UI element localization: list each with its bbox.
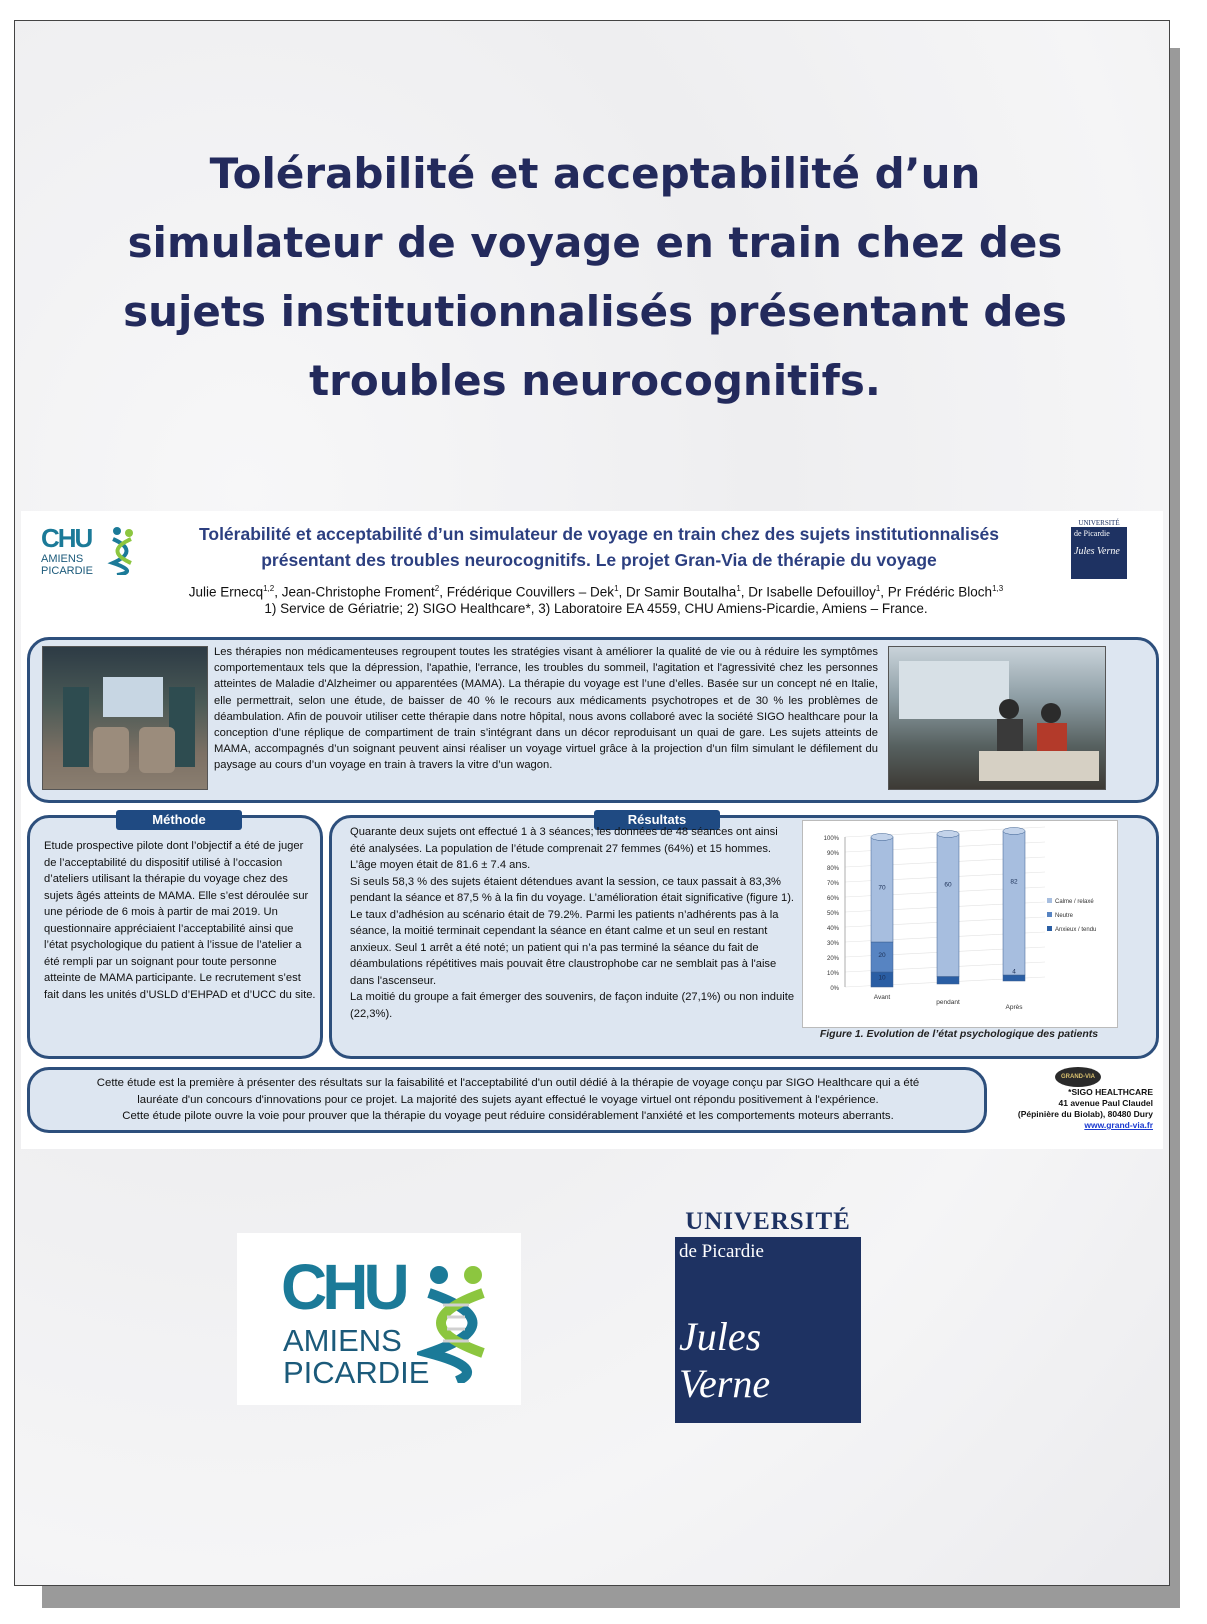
data-label: 70 [878, 884, 886, 892]
y-tick-label: 20% [826, 956, 839, 962]
bar-segment [1003, 975, 1025, 981]
bar-top [937, 831, 959, 838]
resultats-paragraph-3: Le taux d’adhésion au scénario était de 79.2%. Parmi les patients n’adhérents pas à la séance, la moitié terminait cependant la séance en étant calme et un seul en restant anxieux. Seul 1 arrêt a été noté; un patient qui n’a pas terminé la séance du fait de déambulations répétitives mais pouvait être claustrophobe car ne semblait pas à l'aise dans l'ascenseur. [350, 908, 779, 987]
y-tick-label: 50% [826, 911, 839, 917]
poster-title-line2: présentant des troubles neurocognitifs. Le projet Gran-Via de thérapie du voyage [261, 550, 937, 570]
main-title: Tolérabilité et acceptabilité d’un simulateur de voyage en train chez des sujets institutionnalisés présentant des troubles neurocognitifs. [123, 149, 1067, 405]
resultats-text [350, 824, 796, 1022]
resultats-paragraph-4: La moitié du groupe a fait émerger des souvenirs, de façon induite (27,1%) ou non induite (22,3%). [350, 991, 795, 1020]
sigo-address: 41 avenue Paul Claudel [1058, 1098, 1153, 1108]
univ-logo-de: de Picardie [1074, 529, 1110, 538]
universite-picardie-logo [675, 1207, 861, 1423]
category-label: pendant [936, 999, 960, 1006]
conclusion-line-1: Cette étude est la première à présenter des résultats sur la faisabilité et l'acceptabilité d'un outil dédié à la thérapie de voyage conçu par SIGO Healthcare qui a été [96, 1077, 920, 1089]
conclusion-text [40, 1075, 976, 1125]
data-label: 20 [878, 952, 886, 959]
legend-label: Neutre [1055, 913, 1074, 919]
psych-state-chart [803, 821, 1117, 1027]
univ-logo-signature: Jules Verne [1074, 546, 1120, 557]
legend-label: Calme / relaxé [1055, 899, 1094, 905]
conclusion-panel [27, 1067, 987, 1133]
methode-panel [27, 812, 323, 1059]
train-compartment-photo [42, 646, 208, 790]
chu-logo-big-letters: CHU [281, 1251, 405, 1323]
chart-box [802, 820, 1118, 1028]
conclusion-line-2: lauréate d'un concours d'innovations pour ce projet. La majorité des sujets ayant effectué le voyage virtuel ont répondu positivement à l'expérience. [137, 1093, 879, 1106]
y-tick-label: 40% [826, 926, 839, 932]
bar-segment [937, 977, 959, 985]
y-tick-label: 100% [823, 836, 839, 842]
y-tick-label: 0% [830, 986, 839, 992]
y-tick-label: 90% [826, 851, 839, 857]
data-label: 10 [878, 974, 886, 982]
chu-logo-big-region: PICARDIE [283, 1355, 430, 1390]
univ-logo-big-signature: Jules Verne [679, 1314, 771, 1406]
bar-segment [937, 834, 959, 977]
univ-logo-big-box [675, 1237, 861, 1423]
legend-swatch [1047, 912, 1052, 917]
authors: Julie Ernecq$^{1,2}$, Jean-Christophe Froment$^2$, Frédérique Couvillers – Dek$^1$, Dr Samir Boutalha$^1$, Dr Isabelle Defouilloy$^1$, Pr Frédéric Bloch$^{1,3}$ [188, 584, 1004, 600]
y-tick-label: 60% [826, 896, 839, 902]
intro-text: Les thérapies non médicamenteuses regroupent toutes les stratégies visant à améliorer la qualité de vie ou à réduire les symptômes comportementaux tels que la dépression, l'apathie, l'errance, les troubles du sommeil, l'agitation et l'agressivité chez les personnes atteintes de Maladie d'Alzheimer ou apparentées (MAMA). La thérapie du voyage est l’une d’elles. Basée sur un concept né en Italie, elle permettrait, selon une étude, de baisser de 40 % le recours aux médicaments psychotropes et de 30 % les problèmes de déambulation. Afin de pouvoir utiliser cette thérapie dans notre hôpital, nous avons collaboré avec la société SIGO healthcare pour la conception d’une réplique de compartiment de train s’intégrant dans un décor reproduisant un quai de gare. Les sujets atteints de MAMA, accompagnés d’un soignant peuvent ainsi réaliser un voyage virtuel grâce à la projection d’un film simulant le défilement du paysage au cours d’un voyage en train à travers la vitre d’un wagon. [214, 646, 878, 772]
category-label: Après [1005, 1004, 1023, 1011]
resultats-paragraph-1: Quarante deux sujets ont effectué 1 à 3 séances; les données de 48 séances ont ainsi été analysées. La population de l’étude comprenait 27 femmes (64%) et 15 hommes. L’âge moyen était de 81.6 ± 7.4 ans. [350, 826, 778, 871]
chu-logo-small [37, 523, 137, 581]
chu-logo-letters: CHU [41, 523, 92, 553]
poster-title-line1: Tolérabilité et acceptabilité d’un simulateur de voyage en train chez des sujets institutionnalisés [198, 524, 1000, 544]
methode-heading: Méthode [116, 810, 242, 830]
dna-helix-icon [107, 525, 137, 575]
resultats-panel [329, 812, 1159, 1059]
y-tick-label: 30% [826, 941, 839, 947]
univ-logo-box [1071, 527, 1127, 579]
grand-via-badge: GRAND-VIA [1055, 1067, 1101, 1087]
bar-segment [1003, 831, 1025, 975]
y-tick-label: 80% [826, 866, 839, 872]
poster-image [21, 511, 1163, 1149]
univ-logo-big-cap: UNIVERSITÉ [685, 1208, 851, 1235]
univ-logo-small [1071, 519, 1127, 581]
legend-swatch [1047, 926, 1052, 931]
affiliations: 1) Service de Gériatrie; 2) SIGO Healthcare*, 3) Laboratoire EA 4559, CHU Amiens-Picardie, Amiens – France. [264, 601, 928, 616]
legend-label: Anxieux / tendu [1055, 927, 1097, 933]
sigo-address-2: (Pépinière du Biolab), 80480 Dury [1017, 1109, 1153, 1119]
figure-caption: Figure 1. Evolution de l’état psychologique des patients [819, 1028, 1099, 1040]
univ-logo-big-de: de Picardie [679, 1241, 764, 1262]
legend-swatch [1047, 898, 1052, 903]
data-label: 60 [944, 881, 952, 889]
resultats-paragraph-2: Si seuls 58,3 % des sujets étaient détendues avant la session, ce taux passait à 83,3% pendant la séance et 87,5 % à la fin du voyage. L’amélioration était significative (figure 1). [350, 875, 795, 904]
bar-top [1003, 828, 1025, 835]
data-label: 4 [1012, 968, 1016, 976]
data-label: 82 [1010, 878, 1018, 886]
univ-logo-cap: UNIVERSITÉ [1078, 519, 1120, 527]
methode-text: Etude prospective pilote dont l’objectif a été de juger de l’acceptabilité du dispositif utilisé à l’occasion d’ateliers utilisant la thérapie du voyage chez des sujets âgés atteints de MAMA. Elle s’est déroulée sur une période de 6 mois à partir de mai 2019. Un questionnaire appréciaient l’acceptabilité ainsi que l’état psychologique du patient à l’issue de l’atelier a été rempli par un soignant pour toute personne atteinte de MAMA participante. Le recrutement s’est fait dans les unités d’USLD d’EHPAD et d’UCC du site. [44, 840, 316, 1001]
conclusion-line-3: Cette étude pilote ouvre la voie pour prouver que la thérapie du voyage peut réduire considérablement l'anxiété et les comportements moteurs aberrants. [122, 1110, 894, 1122]
chu-logo-city: AMIENS [41, 553, 84, 565]
chu-amiens-logo [237, 1233, 521, 1405]
sigo-name: *SIGO HEALTHCARE [1068, 1087, 1153, 1097]
y-tick-label: 10% [826, 971, 839, 977]
sigo-website-link[interactable]: www.grand-via.fr [1084, 1120, 1153, 1130]
poster-page [14, 20, 1170, 1586]
patients-photo [888, 646, 1106, 790]
chu-logo-big-city: AMIENS [283, 1323, 402, 1358]
dna-helix-big-icon [417, 1263, 497, 1383]
resultats-heading: Résultats [594, 810, 720, 830]
y-tick-label: 70% [826, 881, 839, 887]
bar-top [871, 834, 893, 841]
poster-title [139, 521, 1059, 573]
chu-logo-region: PICARDIE [41, 565, 93, 577]
sigo-contact [991, 1067, 1153, 1147]
intro-panel [27, 637, 1159, 803]
category-label: Avant [873, 994, 891, 1001]
